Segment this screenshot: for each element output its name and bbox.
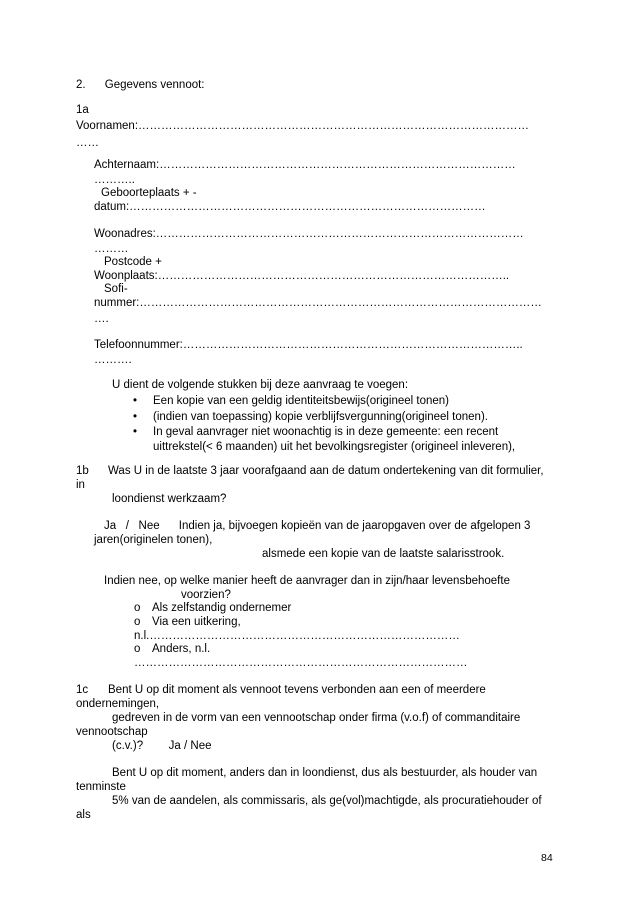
question-1c-cont: gedreven in de vorm van een vennootschap onder firma (v.o.f) of commanditaire <box>112 712 521 724</box>
question-1c: Bent U op dit moment als vennoot tevens verbonden aan een of meerdere <box>108 684 486 696</box>
question-1c-cont: ondernemingen, <box>76 698 160 710</box>
document-item: In geval aanvrager niet woonachtig is in deze gemeente: een recent <box>153 426 499 438</box>
label-1a: 1a <box>76 104 89 116</box>
ja-nee-answer-cont: alsmede een kopie van de laatste salarisstrook. <box>262 548 505 560</box>
geboorte-field: datum:………………………………………………………………………………… <box>94 201 486 213</box>
documents-intro: U dient de volgende stukken bij deze aanvraag te voegen: <box>112 379 409 391</box>
question-1c-second-cont: tenminste <box>76 781 126 793</box>
woonadres-field-cont: ……… <box>94 243 129 255</box>
voornamen-field: Voornamen:………………………………………………………………………………………… <box>76 120 530 132</box>
label-1b: 1b <box>76 465 89 477</box>
option-circle-icon: o <box>134 643 141 655</box>
achternaam-field: Achternaam:………………………………………………………………………………… <box>94 159 516 171</box>
sofinummer-field-cont: …. <box>94 313 109 325</box>
option-uitkering-field: n.l.……………………………………………………………………… <box>134 630 460 642</box>
voornamen-field-cont: …… <box>76 137 99 149</box>
nee-question: Indien nee, op welke manier heeft de aanvrager dan in zijn/haar levensbehoefte <box>104 575 510 587</box>
question-1c-second: Bent U op dit moment, anders dan in loondienst, dus als bestuurder, als houder van <box>112 767 538 779</box>
option-uitkering: Via een uitkering, <box>152 616 241 628</box>
document-item: Een kopie van een geldig identiteitsbewijs(origineel tonen) <box>153 395 449 407</box>
section-heading: 2. Gegevens vennoot: <box>76 79 205 91</box>
ja-nee-answer: Ja / Nee Indien ja, bijvoegen kopieën van de jaaropgaven over de afgelopen 3 <box>104 520 531 532</box>
achternaam-field-cont: ……….. <box>94 174 135 186</box>
question-1c-second-cont: 5% van de aandelen, als commissaris, als ge(vol)machtigde, als procuratiehouder of <box>112 795 542 807</box>
bullet-icon: • <box>133 426 138 438</box>
option-circle-icon: o <box>134 616 141 628</box>
sofi-label: Sofi- <box>104 283 128 295</box>
ja-nee-answer-cont: jaren(originelen tonen), <box>94 534 213 546</box>
sofinummer-field: nummer:…………………………………………………………………………………………… <box>94 297 542 309</box>
question-1c-cont: vennootschap <box>76 726 148 738</box>
bullet-icon: • <box>133 395 138 407</box>
question-1c-answer: (c.v.)? Ja / Nee <box>112 740 212 752</box>
question-1b-cont: in <box>76 479 85 491</box>
option-zelfstandig: Als zelfstandig ondernemer <box>152 602 292 614</box>
telefoon-field-cont: ………. <box>94 354 132 366</box>
telefoon-field: Telefoonnummer:…………………………………………………………………………….. <box>94 339 523 351</box>
question-1b-cont: loondienst werkzaam? <box>112 493 227 505</box>
page-number: 84 <box>541 852 553 864</box>
bullet-icon: • <box>133 411 138 423</box>
question-1b: Was U in de laatste 3 jaar voorafgaand aan de datum ondertekening van dit formulier, <box>108 465 544 477</box>
option-circle-icon: o <box>134 602 141 614</box>
question-1c-second-cont: als <box>76 809 91 821</box>
label-1c: 1c <box>76 684 89 696</box>
option-anders-field: …………………………………………………………………………… <box>134 657 468 669</box>
geboorte-label: Geboorteplaats + - <box>101 187 197 199</box>
woonplaats-field: Woonplaats:……………………………………………………………………………….. <box>94 270 510 282</box>
option-anders: Anders, n.l. <box>152 643 211 655</box>
document-item-cont: uittrekstel(< 6 maanden) uit het bevolkingsregister (origineel inleveren), <box>153 441 516 453</box>
document-item: (indien van toepassing) kopie verblijfsvergunning(origineel tonen). <box>153 411 488 423</box>
woonadres-field: Woonadres:…………………………………………………………………………………… <box>94 228 524 240</box>
postcode-label: Postcode + <box>104 256 162 268</box>
nee-question-cont: voorzien? <box>181 589 231 601</box>
